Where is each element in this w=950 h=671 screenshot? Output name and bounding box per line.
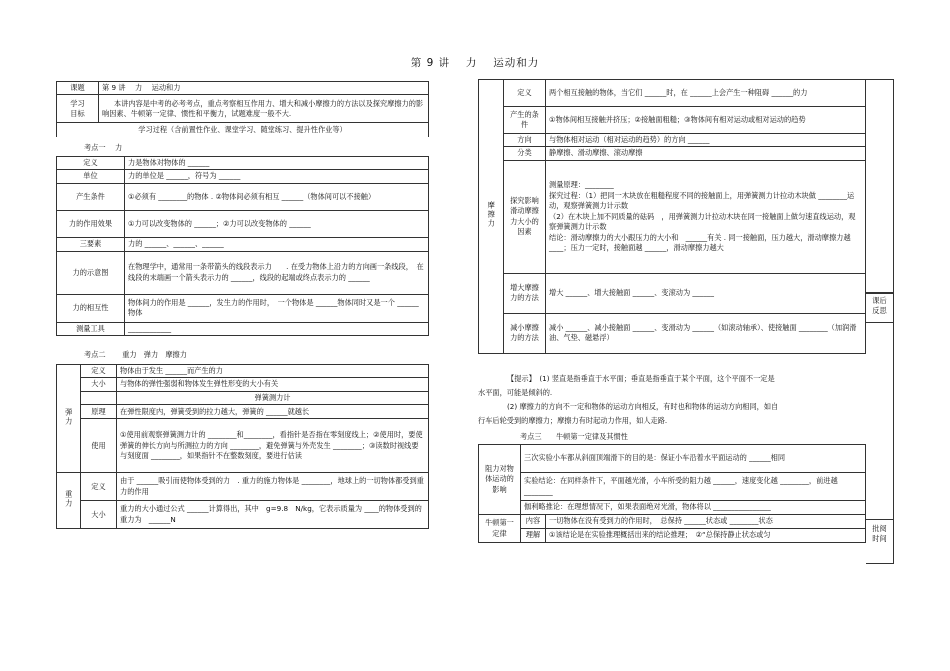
gravity-group-label: 重力 bbox=[57, 473, 81, 529]
page-title: 第 9 讲 力 运动和力 bbox=[410, 57, 540, 69]
friction-value: 测量原理：________ 探究过程：（1）把同一木块放在粗糙程度不同的接触面上，用弹簧测力计拉动木块做 ________运动，观察弹簧测力计示数 （2）在木块上加不同质量的砝码 ，用弹簧测力计拉动木块在同一接触面上做匀速直线运动，观察弹簧测力计示数 结论：滑动摩擦力的大小跟压力的大小和 ______有关 . 同一接触面，压力越大，滑动摩擦力越 ____；压力一定时，接触面越 ______，滑动摩擦力越大 bbox=[546, 160, 866, 273]
elastic-value: 物体由于发生 ______而产生的力 bbox=[117, 365, 429, 378]
p1-value: 物体间力的作用是 ______，发生力的作用时， 一个物体是 ______物体同时又是一个 ______物体 bbox=[125, 294, 429, 322]
p1-label: 产生条件 bbox=[57, 183, 125, 210]
p1-value: ①力可以改变物体的 ______；②力可以改变物体的 ______ bbox=[125, 210, 429, 237]
gravity-value: 重力的大小通过公式 ______计算得出，其中 g=9.8 N/kg，它表示质量为 ____的物体受到的重力为 ______N bbox=[117, 501, 429, 529]
friction-value: 两个相互接触的物体，当它们 ______时，在 ______上会产生一种阻碍 ______的力 bbox=[546, 80, 866, 107]
elastic-label: 使用 bbox=[81, 419, 117, 473]
friction-label: 定义 bbox=[504, 80, 546, 107]
header-label-topic: 课题 bbox=[57, 82, 99, 95]
newton-resistance-label: 阻力对物体运动的影响 bbox=[479, 445, 521, 515]
friction-label: 产生的条件 bbox=[504, 107, 546, 134]
header-label-goal: 学习 目标 bbox=[57, 95, 99, 123]
spring-scale-heading: 弹簧测力计 bbox=[117, 391, 429, 404]
newton-value: 一切物体在没有受到力的作用时， 总保持 ______状态或 ________状态 bbox=[546, 515, 866, 529]
tip-line-1: 【提示】 (1) 竖直是指垂直于水平面；垂直是指垂直于某个平面，这个平面不一定是 bbox=[507, 374, 775, 383]
friction-value: 减小 ______、减小接触面 ______、变滑动为 ______（如滚动轴承）、使接触面 ________（加润滑油、气垫、磁悬浮） bbox=[546, 313, 866, 353]
p1-value: 力是物体对物体的 ______ bbox=[125, 157, 429, 170]
p1-value: 力的 ______、______、______ bbox=[125, 237, 429, 251]
p1-label: 力的作用效果 bbox=[57, 210, 125, 237]
review-time: 批阅 时间 bbox=[866, 519, 894, 564]
header-table bbox=[56, 81, 429, 137]
p1-label: 力的示意图 bbox=[57, 251, 125, 294]
elastic-value: 在弹性限度内，弹簧受到的拉力越大，弹簧的 ______就越长 bbox=[117, 405, 429, 419]
elastic-value: 与物体的弹性强弱和物体发生弹性形变的大小有关 bbox=[117, 378, 429, 391]
elastic-group-label: 弹力 bbox=[57, 365, 81, 473]
tip-line-3: (2) 摩擦力的方向不一定和物体的运动方向相反，有时也和物体的运动方向相同，如自 bbox=[507, 402, 779, 411]
friction-label: 方向 bbox=[504, 134, 546, 147]
friction-value: 与物体相对运动（相对运动的趋势）的方向 ______ bbox=[546, 134, 866, 147]
friction-value: ①物体间相互接触并挤压；②接触面粗糙；③物体间有相对运动或相对运动的趋势 bbox=[546, 107, 866, 134]
friction-value: 增大 ______、增大接触面 ______、变滚动为 ______ bbox=[546, 273, 866, 313]
point3-title: 考点三 牛顿第一定律及其惯性 bbox=[520, 432, 628, 441]
friction-label: 分类 bbox=[504, 147, 546, 160]
side-blank-top bbox=[866, 79, 894, 293]
newton-value: 三次实验小车都从斜面顶端滑下的目的是：保证小车沿着水平面运动的 ______相同 bbox=[521, 445, 866, 473]
p1-label: 测量工具 bbox=[57, 322, 125, 335]
point2-table bbox=[56, 364, 429, 529]
tip-line-4: 行车后轮受到的摩擦力；摩擦力有时起动力作用，如人走路. bbox=[478, 416, 668, 425]
tip-label: 【提示】 bbox=[507, 374, 533, 383]
friction-label: 增大摩擦力的方法 bbox=[504, 273, 546, 313]
header-process: 学习过程（含前置性作业、课堂学习、随堂练习、提升性作业等） bbox=[57, 123, 429, 137]
header-value-goal: 本讲内容是中考的必考考点，重点考察相互作用力、增大和减小摩擦力的方法以及探究摩擦力的影响因素、牛顿第一定律、惯性和平衡力，试题难度一般不大. bbox=[99, 95, 429, 123]
friction-value: 静摩擦、滑动摩擦、滚动摩擦 bbox=[546, 147, 866, 160]
header-value-topic: 第 9 讲 力 运动和力 bbox=[99, 82, 429, 95]
p1-label: 三要素 bbox=[57, 237, 125, 251]
side-blank-mid bbox=[866, 323, 894, 519]
gravity-label: 定义 bbox=[81, 473, 117, 501]
newton-label: 内容 bbox=[521, 515, 546, 529]
tip-line-2: 水平面，可能是倾斜的. bbox=[478, 388, 553, 397]
friction-table bbox=[478, 79, 866, 354]
elastic-value: ①使用前观察弹簧测力计的 ________和________，看指针是否指在零刻度线上；②使用时，要使弹簧的伸长方向与所测拉力的方向 ________，避免弹簧与外壳发生 ________；③读数时视线要与刻度面 ________，如果指针不在整数刻度，要进行估读 bbox=[117, 419, 429, 473]
p1-label: 单位 bbox=[57, 170, 125, 183]
p1-value: 在物理学中，通常用一条带箭头的线段表示力 . 在受力物体上沿力的方向画一条线段， 在线段的末端画一个箭头表示力的 ______，线段的起端或终点表示力的 ______ bbox=[125, 251, 429, 294]
elastic-label: 定义 bbox=[81, 365, 117, 378]
newton-first-law-label: 牛顿第一定律 bbox=[479, 515, 521, 543]
friction-label: 减小摩擦力的方法 bbox=[504, 313, 546, 353]
point1-table bbox=[56, 156, 429, 336]
elastic-label: 原理 bbox=[81, 405, 117, 419]
newton-value: 伽利略推论：在理想情况下，如果表面绝对光滑，物体将以 ________________ bbox=[521, 501, 866, 515]
friction-group-label: 摩擦力 bbox=[479, 80, 504, 354]
gravity-value: 由于 ______吸引而使物体受到的力 . 重力的施力物体是 ________，地球上的一切物体都受到重力的作用 bbox=[117, 473, 429, 501]
gravity-label: 大小 bbox=[81, 501, 117, 529]
p1-label: 力的相互性 bbox=[57, 294, 125, 322]
elastic-label: 大小 bbox=[81, 378, 117, 391]
newton-table bbox=[478, 444, 866, 543]
after-class-reflection: 课后 反思 bbox=[866, 293, 894, 323]
p1-value: 力的单位是 ______，符号为 ______ bbox=[125, 170, 429, 183]
p1-value: ①必须有 ________的物体 . ②物体间必须有相互 ______（物体间可以不接触） bbox=[125, 183, 429, 210]
newton-value: 实验结论：在同样条件下，平面越光滑，小车所受的阻力越 ______，速度变化越 ________，前进越 ________ bbox=[521, 473, 866, 501]
newton-label: 理解 bbox=[521, 529, 546, 543]
newton-value: ①该结论是在实验推理概括出来的结论推理； ②“总保持静止状态或匀 bbox=[546, 529, 866, 543]
point1-title: 考点一 力 bbox=[84, 143, 123, 152]
friction-label: 探究影响滑动摩擦力大小的因素 bbox=[504, 160, 546, 273]
point2-title: 考点二 重力 弹力 摩擦力 bbox=[84, 350, 187, 359]
p1-value: ____________ bbox=[125, 322, 429, 335]
p1-label: 定义 bbox=[57, 157, 125, 170]
